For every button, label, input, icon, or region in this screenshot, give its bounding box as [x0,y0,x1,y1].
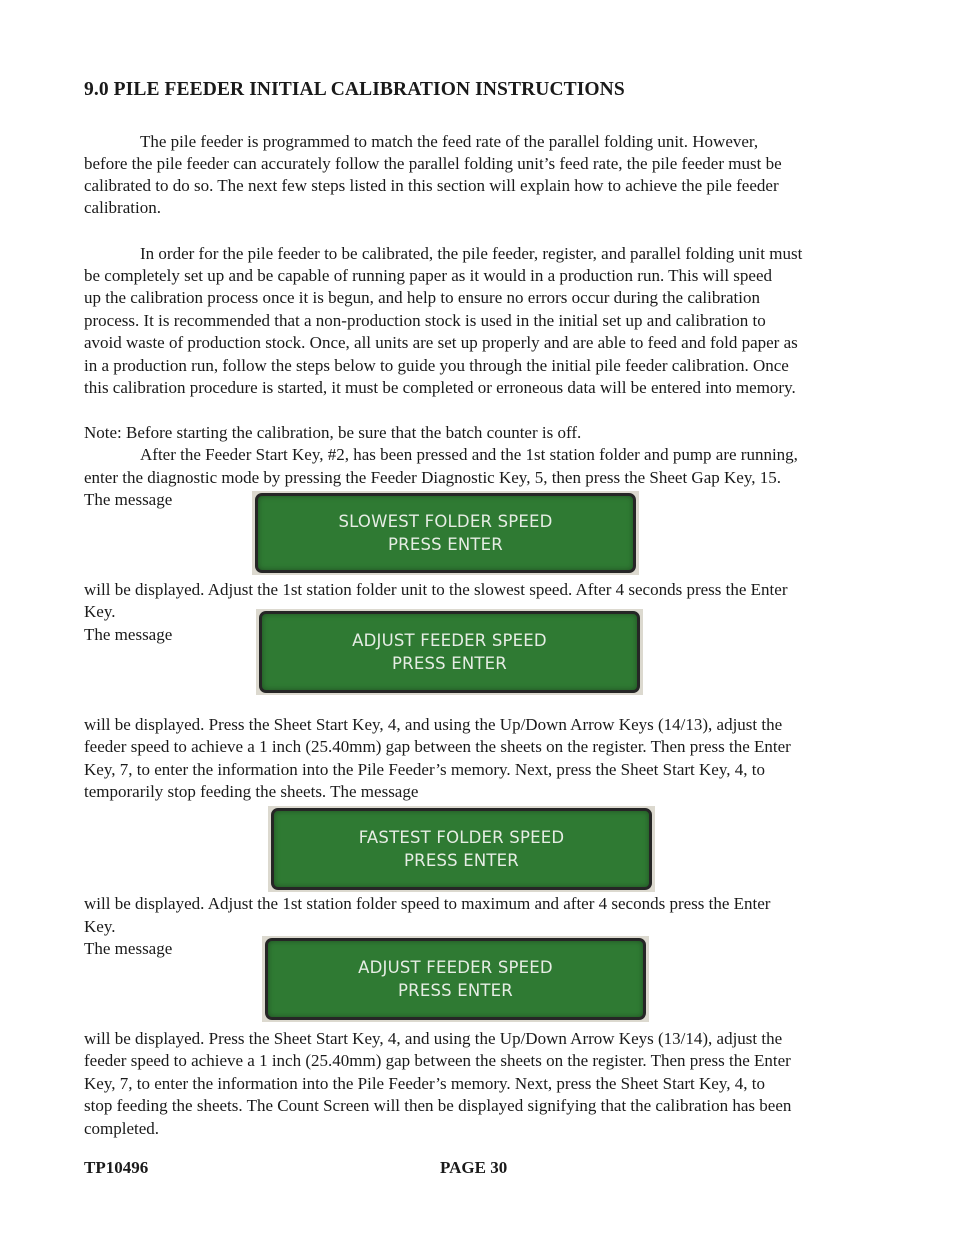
after2-line: Key, 7, to enter the information into the Pile Feeder’s memory. Next, press the Sheet Start Key, 4, to [84,760,765,779]
note-line: After the Feeder Start Key, #2, has been pressed and the 1st station folder and pump are running, [140,445,798,464]
para2-line: up the calibration process once it is begun, and help to ensure no errors occur during the calibration [84,288,761,307]
after3-line: will be displayed. Adjust the 1st station folder speed to maximum and after 4 seconds press the Enter [84,894,771,913]
after2-line: feeder speed to achieve a 1 inch (25.40mm) gap between the sheets on the register. Then press the Enter [84,737,791,756]
after3-line: Key. [84,917,116,936]
lcd-line-2: PRESS ENTER [392,654,507,673]
lcd-line-1: FASTEST FOLDER SPEED [358,828,565,847]
note-line: The message [84,490,173,509]
after1-line: will be displayed. Adjust the 1st station folder unit to the slowest speed. After 4 seconds press the Enter [84,580,788,599]
after2-line: will be displayed. Press the Sheet Start Key, 4, and using the Up/Down Arrow Keys (14/13), adjust the [84,715,783,734]
after1-line: Key. [84,602,116,621]
lcd-line-1: ADJUST FEEDER SPEED [358,958,553,977]
lcd-line-1: ADJUST FEEDER SPEED [352,631,547,650]
para1-line: The pile feeder is programmed to match the feed rate of the parallel folding unit. However, [140,132,759,151]
section-heading: 9.0 PILE FEEDER INITIAL CALIBRATION INSTRUCTIONS [84,79,625,100]
lcd-line-2: PRESS ENTER [398,981,513,1000]
after4-line: completed. [84,1119,160,1138]
note-line: Note: Before starting the calibration, be sure that the batch counter is off. [84,423,582,442]
after1-line: The message [84,625,173,644]
lcd-line-2: PRESS ENTER [404,851,519,870]
after4-line: Key, 7, to enter the information into the Pile Feeder’s memory. Next, press the Sheet Start Key, 4, to [84,1074,765,1093]
lcd-display-adjust-feeder-speed [256,609,643,695]
para1-line: before the pile feeder can accurately follow the parallel folding unit’s feed rate, the pile feeder must be [84,154,782,173]
para2-line: process. It is recommended that a non-production stock is used in the initial set up and calibration to [84,311,766,330]
para2-line: be completely set up and be capable of running paper as it would in a production run. This will speed [84,266,773,285]
para2-line: avoid waste of production stock. Once, all units are set up properly and are able to feed and fold paper as [84,333,798,352]
lcd-display-fastest-folder-speed [268,806,655,892]
para2-line: this calibration procedure is started, it must be completed or erroneous data will be entered into memory. [84,378,796,397]
lcd-line-1: SLOWEST FOLDER SPEED [338,512,553,531]
para1-line: calibration. [84,198,161,217]
lcd-display-adjust-feeder-speed-2 [262,936,649,1022]
note-line: enter the diagnostic mode by pressing the Feeder Diagnostic Key, 5, then press the Sheet Gap Key, 15. [84,468,781,487]
after2-line: temporarily stop feeding the sheets. The message [84,782,419,801]
after3-line: The message [84,939,173,958]
after4-line: will be displayed. Press the Sheet Start Key, 4, and using the Up/Down Arrow Keys (13/14), adjust the [84,1029,783,1048]
lcd-line-2: PRESS ENTER [388,535,503,554]
para1-line: calibrated to do so. The next few steps listed in this section will explain how to achieve the pile feeder [84,176,779,195]
para2-line: In order for the pile feeder to be calibrated, the pile feeder, register, and parallel folding unit must [140,244,803,263]
footer-doc-id: TP10496 [84,1158,149,1177]
footer-page-number: PAGE 30 [440,1158,508,1177]
after4-line: feeder speed to achieve a 1 inch (25.40mm) gap between the sheets on the register. Then press the Enter [84,1051,791,1070]
after4-line: stop feeding the sheets. The Count Screen will then be displayed signifying that the calibration has been [84,1096,792,1115]
para2-line: in a production run, follow the steps below to guide you through the initial pile feeder calibration. Once [84,356,789,375]
lcd-display-slowest-folder-speed [252,491,639,575]
